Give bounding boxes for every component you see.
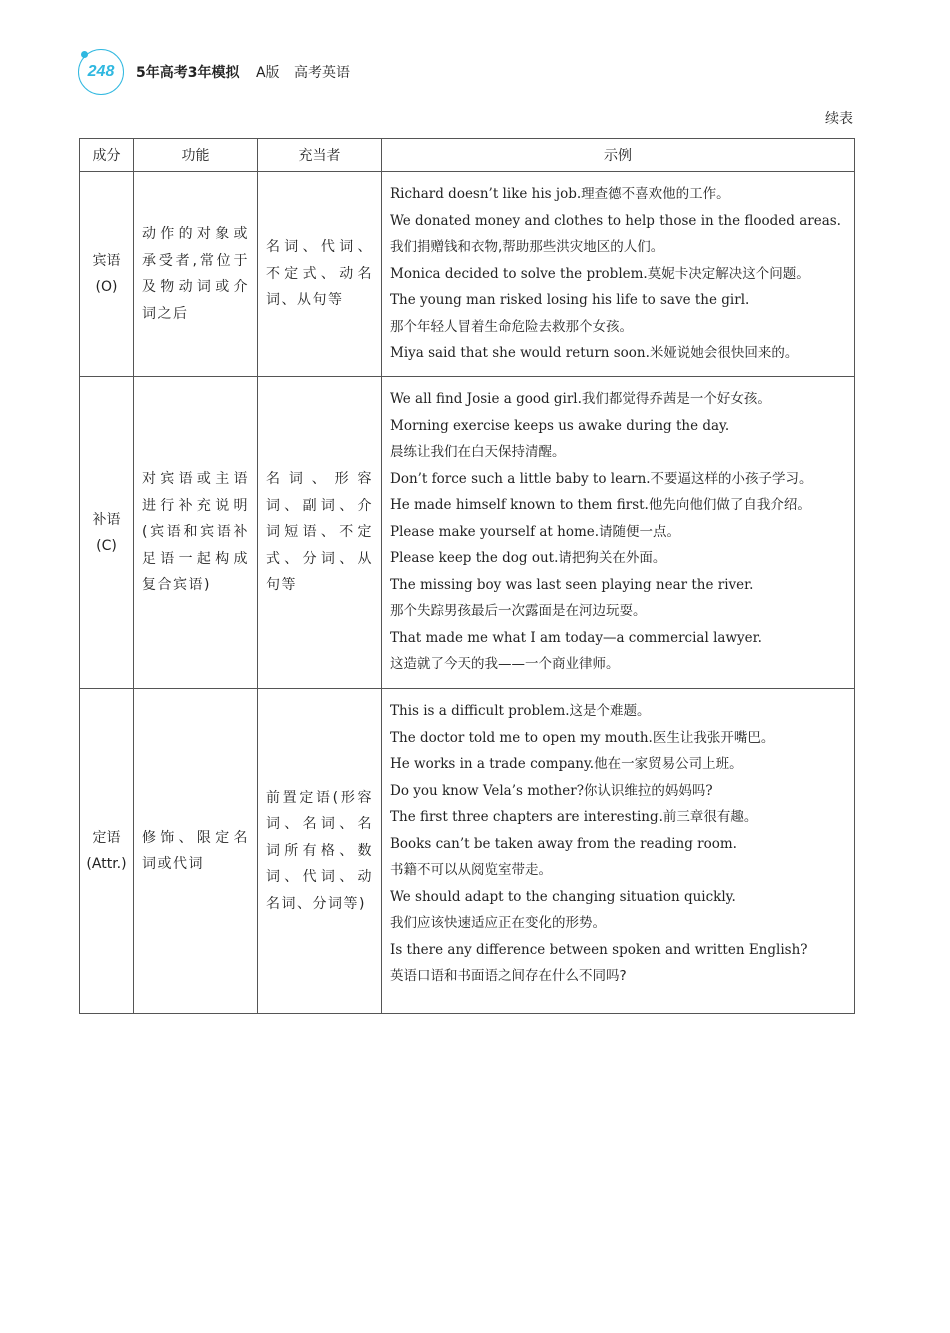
grammar-table [79, 138, 855, 1014]
filler-cell: 名词、形容词、副词、介词短语、不定式、分词、从句等 [258, 377, 382, 689]
example-line: Books can’t be taken away from the reading room. [390, 835, 737, 852]
page-header [78, 48, 350, 96]
component-cell [80, 689, 134, 1014]
example-line: Please make yourself at home.请随便一点。 [390, 523, 681, 540]
example-line: Don’t force such a little baby to learn.不要逼这样的小孩子学习。 [390, 470, 813, 487]
table-row [80, 377, 855, 689]
example-line: Do you know Vela’s mother?你认识维拉的妈妈吗? [390, 782, 713, 799]
example-line: 这造就了今天的我——一个商业律师。 [390, 656, 620, 672]
header-component: 成分 [80, 139, 134, 172]
function-cell: 动作的对象或承受者,常位于及物动词或介词之后 [134, 172, 258, 377]
book-edition: A版 [255, 65, 280, 81]
page-number: 248 [87, 63, 115, 80]
example-line: 英语口语和书面语之间存在什么不同吗? [390, 968, 627, 984]
table-header-row [80, 139, 855, 172]
example-line: 书籍不可以从阅览室带走。 [390, 862, 552, 878]
example-line: Morning exercise keeps us awake during the day. [390, 417, 730, 434]
example-line: Is there any difference between spoken and written English? [390, 941, 808, 958]
example-line: 那个失踪男孩最后一次露面是在河边玩耍。 [390, 603, 647, 619]
component-abbr: (C) [96, 537, 117, 554]
example-line: Miya said that she would return soon.米娅说她会很快回来的。 [390, 345, 799, 361]
component-cell [80, 172, 134, 377]
function-cell: 对宾语或主语进行补充说明(宾语和宾语补足语一起构成复合宾语) [134, 377, 258, 689]
example-line: The young man risked losing his life to save the girl. [390, 292, 750, 308]
book-subject: 高考英语 [293, 65, 350, 81]
book-series: 5年高考3年模拟 [136, 65, 240, 81]
example-line: That made me what I am today—a commercial lawyer. [390, 629, 762, 646]
continued-label: 续表 [825, 111, 853, 127]
example-line: This is a difficult problem.这是个难题。 [390, 703, 651, 719]
filler-cell: 前置定语(形容词、名词、名词所有格、数词、代词、动名词、分词等) [258, 689, 382, 1014]
example-line: Please keep the dog out.请把狗关在外面。 [390, 550, 667, 566]
example-line: We all find Josie a good girl.我们都觉得乔茜是一个好女孩。 [390, 391, 771, 407]
example-line: We should adapt to the changing situation quickly. [390, 888, 736, 905]
example-line: He made himself known to them first.他先向他们做了自我介绍。 [390, 497, 811, 513]
header-examples: 示例 [382, 139, 855, 172]
example-line: The first three chapters are interesting.前三章很有趣。 [390, 809, 758, 825]
component-name: 宾语 [92, 253, 121, 269]
table-row [80, 172, 855, 377]
header-filler: 充当者 [258, 139, 382, 172]
component-abbr: (O) [95, 279, 118, 295]
function-cell: 修饰、限定名词或代词 [134, 689, 258, 1014]
examples-cell [382, 172, 855, 377]
example-line: Monica decided to solve the problem.莫妮卡决定解决这个问题。 [390, 265, 810, 282]
table-row [80, 689, 855, 1014]
book-title [136, 62, 350, 82]
component-name: 定语 [92, 830, 121, 846]
component-name: 补语 [92, 511, 121, 528]
example-line: 那个年轻人冒着生命危险去救那个女孩。 [390, 318, 633, 335]
component-cell [80, 377, 134, 689]
badge-dot-icon [81, 51, 88, 58]
examples-cell [382, 377, 855, 689]
header-function: 功能 [134, 139, 258, 172]
example-line: Richard doesn’t like his job.理查德不喜欢他的工作。 [390, 186, 730, 202]
example-line: The doctor told me to open my mouth.医生让我张开嘴巴。 [390, 729, 775, 746]
page-number-badge [78, 49, 124, 95]
example-line: We donated money and clothes to help those in the flooded areas. [390, 212, 841, 229]
example-line: 我们捐赠钱和衣物,帮助那些洪灾地区的人们。 [390, 239, 665, 255]
example-line: He works in a trade company.他在一家贸易公司上班。 [390, 756, 743, 772]
example-line: The missing boy was last seen playing near the river. [390, 576, 754, 593]
component-abbr: (Attr.) [86, 856, 127, 872]
example-line: 我们应该快速适应正在变化的形势。 [390, 915, 606, 931]
example-line: 晨练让我们在白天保持清醒。 [390, 444, 566, 460]
filler-cell: 名词、代词、不定式、动名词、从句等 [258, 172, 382, 377]
examples-cell [382, 689, 855, 1014]
